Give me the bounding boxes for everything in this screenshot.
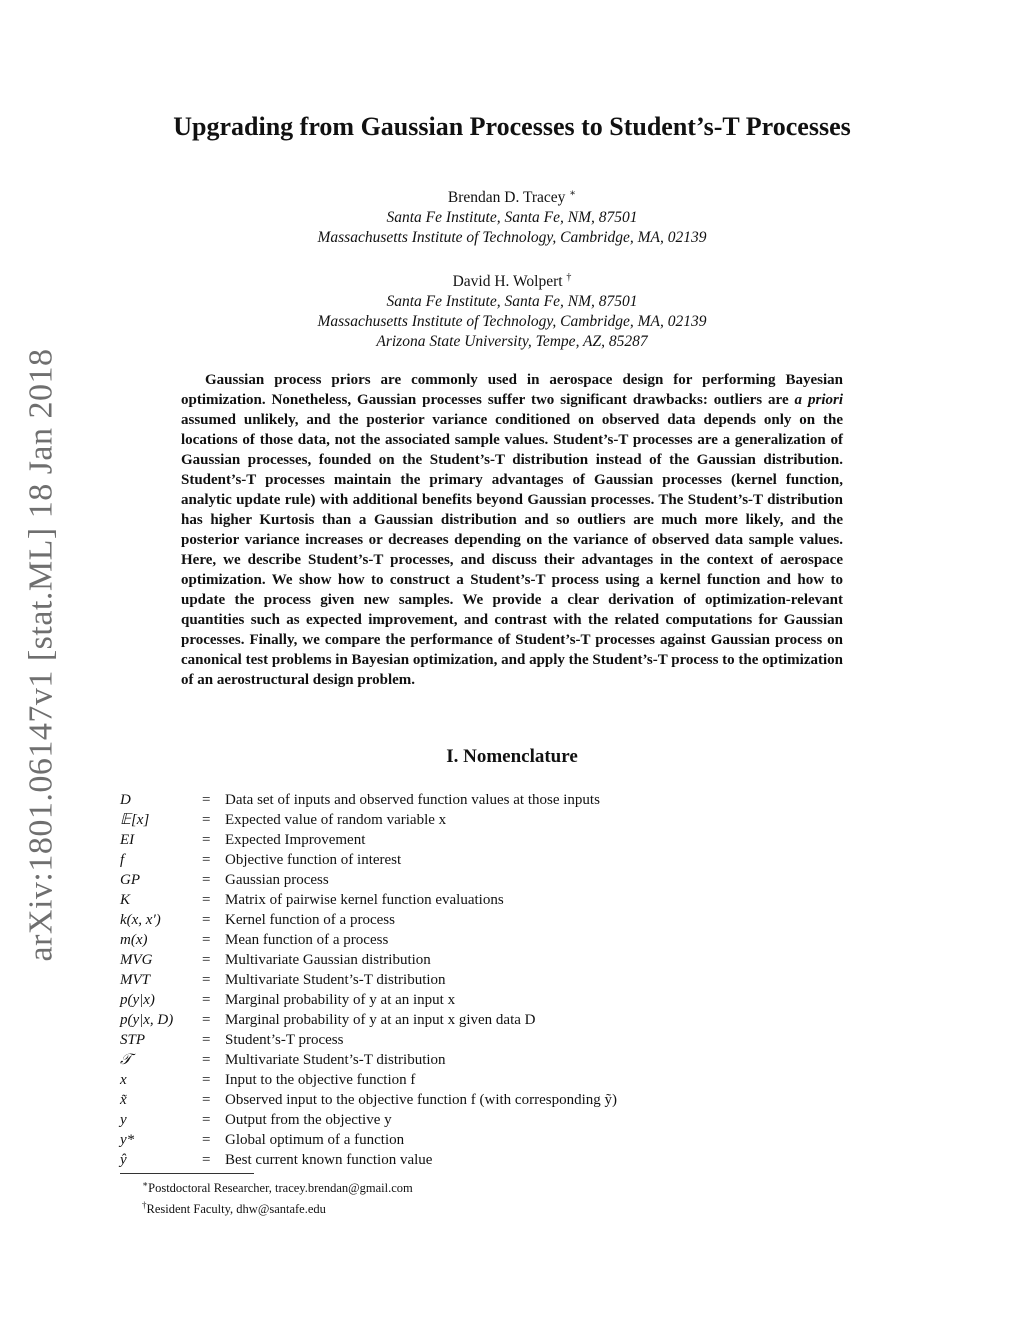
nomenclature-row [120,1050,880,1070]
nomenclature-equals: = [202,1092,211,1108]
nomenclature-symbol: ŷ [120,1152,127,1168]
nomenclature-equals: = [202,872,211,888]
nomenclature-row [120,850,880,870]
footnote-1 [142,1176,413,1197]
nomenclature-definition: Global optimum of a function [225,1132,405,1148]
author-2-affiliation-2: Massachusetts Institute of Technology, Cambridge, MA, 02139 [317,313,707,331]
nomenclature-equals: = [202,852,211,868]
author-1-affiliation-1: Santa Fe Institute, Santa Fe, NM, 87501 [386,209,638,227]
nomenclature-symbol: MVT [120,972,150,988]
nomenclature-symbol: 𝒯 [120,1052,132,1068]
nomenclature-symbol: m(x) [120,932,148,948]
nomenclature-equals: = [202,892,211,908]
footnotes [142,1176,413,1218]
nomenclature-symbol: EI [120,832,135,848]
nomenclature-definition: Objective function of interest [225,852,402,868]
nomenclature-symbol: MVG [120,952,153,968]
nomenclature-equals: = [202,992,211,1008]
nomenclature-row [120,1070,880,1090]
footnote-text: Resident Faculty, dhw@santafe.edu [146,1202,326,1217]
nomenclature-definition: Matrix of pairwise kernel function evaluations [225,892,504,908]
author-1-affiliation-2: Massachusetts Institute of Technology, Cambridge, MA, 02139 [317,229,707,247]
nomenclature-symbol: f [120,852,125,868]
nomenclature-row [120,1110,880,1130]
nomenclature-equals: = [202,1072,211,1088]
nomenclature-row [120,1150,880,1170]
nomenclature-symbol: p(y|x) [120,992,155,1008]
nomenclature-row [120,890,880,910]
nomenclature-definition: Input to the objective function f [225,1072,416,1088]
footnote-mark: ∗ [142,1179,149,1189]
author-2-affiliation-1: Santa Fe Institute, Santa Fe, NM, 87501 [386,293,638,311]
nomenclature-symbol: D [120,792,131,808]
nomenclature-equals: = [202,1052,211,1068]
arxiv-identifier-stamp [12,350,72,960]
nomenclature-symbol: k(x, x′) [120,912,161,928]
nomenclature-row [120,790,880,810]
nomenclature-row [120,810,880,830]
nomenclature-symbol: p(y|x, D) [120,1012,174,1028]
footnote-divider [120,1173,254,1174]
nomenclature-definition: Best current known function value [225,1152,433,1168]
nomenclature-row [120,870,880,890]
nomenclature-equals: = [202,812,211,828]
nomenclature-row [120,910,880,930]
nomenclature-definition: Marginal probability of y at an input x [225,992,456,1008]
abstract [181,370,843,690]
author-name-2 [0,268,1024,292]
nomenclature-definition: Mean function of a process [225,932,389,948]
nomenclature-row [120,990,880,1010]
nomenclature-definition: Expected Improvement [225,832,366,848]
nomenclature-list [120,790,880,1170]
nomenclature-equals: = [202,1012,211,1028]
footnote-mark: † [142,1200,147,1211]
arxiv-stamp-text: arXiv:1801.06147v1 [stat.ML] 18 Jan 2018 [23,348,61,962]
nomenclature-definition: Gaussian process [225,872,329,888]
nomenclature-equals: = [202,1132,211,1148]
nomenclature-equals: = [202,832,211,848]
nomenclature-heading: I. Nomenclature [446,746,578,767]
nomenclature-row [120,830,880,850]
author-block-1 [0,184,1024,248]
author-name-text: Brendan D. Tracey [447,189,566,207]
nomenclature-equals: = [202,952,211,968]
abstract-emphasis: a priori [794,392,843,408]
nomenclature-definition: Kernel function of a process [225,912,395,928]
nomenclature-symbol: y [120,1112,127,1128]
abstract-text-1: Gaussian process priors are commonly used in aerospace design for performing Bayesian optimization. Nonetheless, Gaussian processes suffer two significant drawbacks: outliers are [181,372,843,408]
nomenclature-symbol: x [120,1072,127,1088]
nomenclature-definition: Marginal probability of y at an input x given data D [225,1012,536,1028]
author-block-2 [0,268,1024,352]
nomenclature-row [120,930,880,950]
nomenclature-row [120,1030,880,1050]
nomenclature-definition: Expected value of random variable x [225,812,447,828]
nomenclature-equals: = [202,1152,211,1168]
nomenclature-equals: = [202,932,211,948]
footnote-2 [142,1197,413,1218]
nomenclature-equals: = [202,792,211,808]
paper-title: Upgrading from Gaussian Processes to Student’s-T Processes [173,112,851,141]
nomenclature-row [120,970,880,990]
author-2-affiliation-3: Arizona State University, Tempe, AZ, 85287 [376,333,648,351]
abstract-text-2: assumed unlikely, and the posterior variance conditioned on observed data depends only on the locations of those data, not the associated sample values. Student’s-T processes are a generalization of Gaussian processes, founded on the Student’s-T distribution instead of the Gaussian distribution. Student’s-T processes maintain the primary advantages of Gaussian processes (kernel function, analytic update rule) with additional benefits beyond Gaussian processes. The Student’s-T distribution has higher Kurtosis than a Gaussian distribution and so outliers are much more likely, and the posterior variance increases or decreases depending on the variance of observed data sample values. Here, we describe Student’s-T processes, and discuss their advantages in the context of aerospace optimization. We show how to construct a Student’s-T process using a kernel function and how to update the process given new samples. We provide a clear derivation of optimization-relevant quantities such as expected improvement, and contrast with the related computations for Gaussian processes. Finally, we compare the performance of Student’s-T processes against Gaussian process on canonical test problems in Bayesian optimization, and apply the Student’s-T process to the optimization of an aerostructural design problem. [181,412,843,688]
nomenclature-definition: Data set of inputs and observed function values at those inputs [225,792,600,808]
nomenclature-row [120,1130,880,1150]
nomenclature-symbol: STP [120,1032,146,1048]
nomenclature-symbol: x̃ [120,1092,127,1108]
nomenclature-definition: Multivariate Student’s-T distribution [225,972,446,988]
nomenclature-row [120,1010,880,1030]
author-footnote-mark: ∗ [569,188,577,199]
author-name-text: David H. Wolpert [452,273,563,291]
nomenclature-definition: Observed input to the objective function f (with corresponding ỹ) [225,1092,617,1108]
nomenclature-definition: Multivariate Gaussian distribution [225,952,431,968]
author-footnote-mark: † [566,272,572,284]
nomenclature-symbol: y* [120,1132,135,1148]
nomenclature-definition: Student’s-T process [225,1032,344,1048]
nomenclature-equals: = [202,1032,211,1048]
author-name-1 [0,184,1024,208]
nomenclature-equals: = [202,1112,211,1128]
nomenclature-symbol: K [120,892,131,908]
author-list [0,184,1024,372]
nomenclature-row [120,950,880,970]
nomenclature-symbol: 𝔼[x] [120,812,150,828]
nomenclature-definition: Output from the objective y [225,1112,392,1128]
nomenclature-equals: = [202,912,211,928]
footnote-text: Postdoctoral Researcher, tracey.brendan@gmail.com [148,1181,413,1196]
nomenclature-row [120,1090,880,1110]
nomenclature-definition: Multivariate Student’s-T distribution [225,1052,446,1068]
nomenclature-equals: = [202,972,211,988]
nomenclature-symbol: GP [120,872,140,888]
